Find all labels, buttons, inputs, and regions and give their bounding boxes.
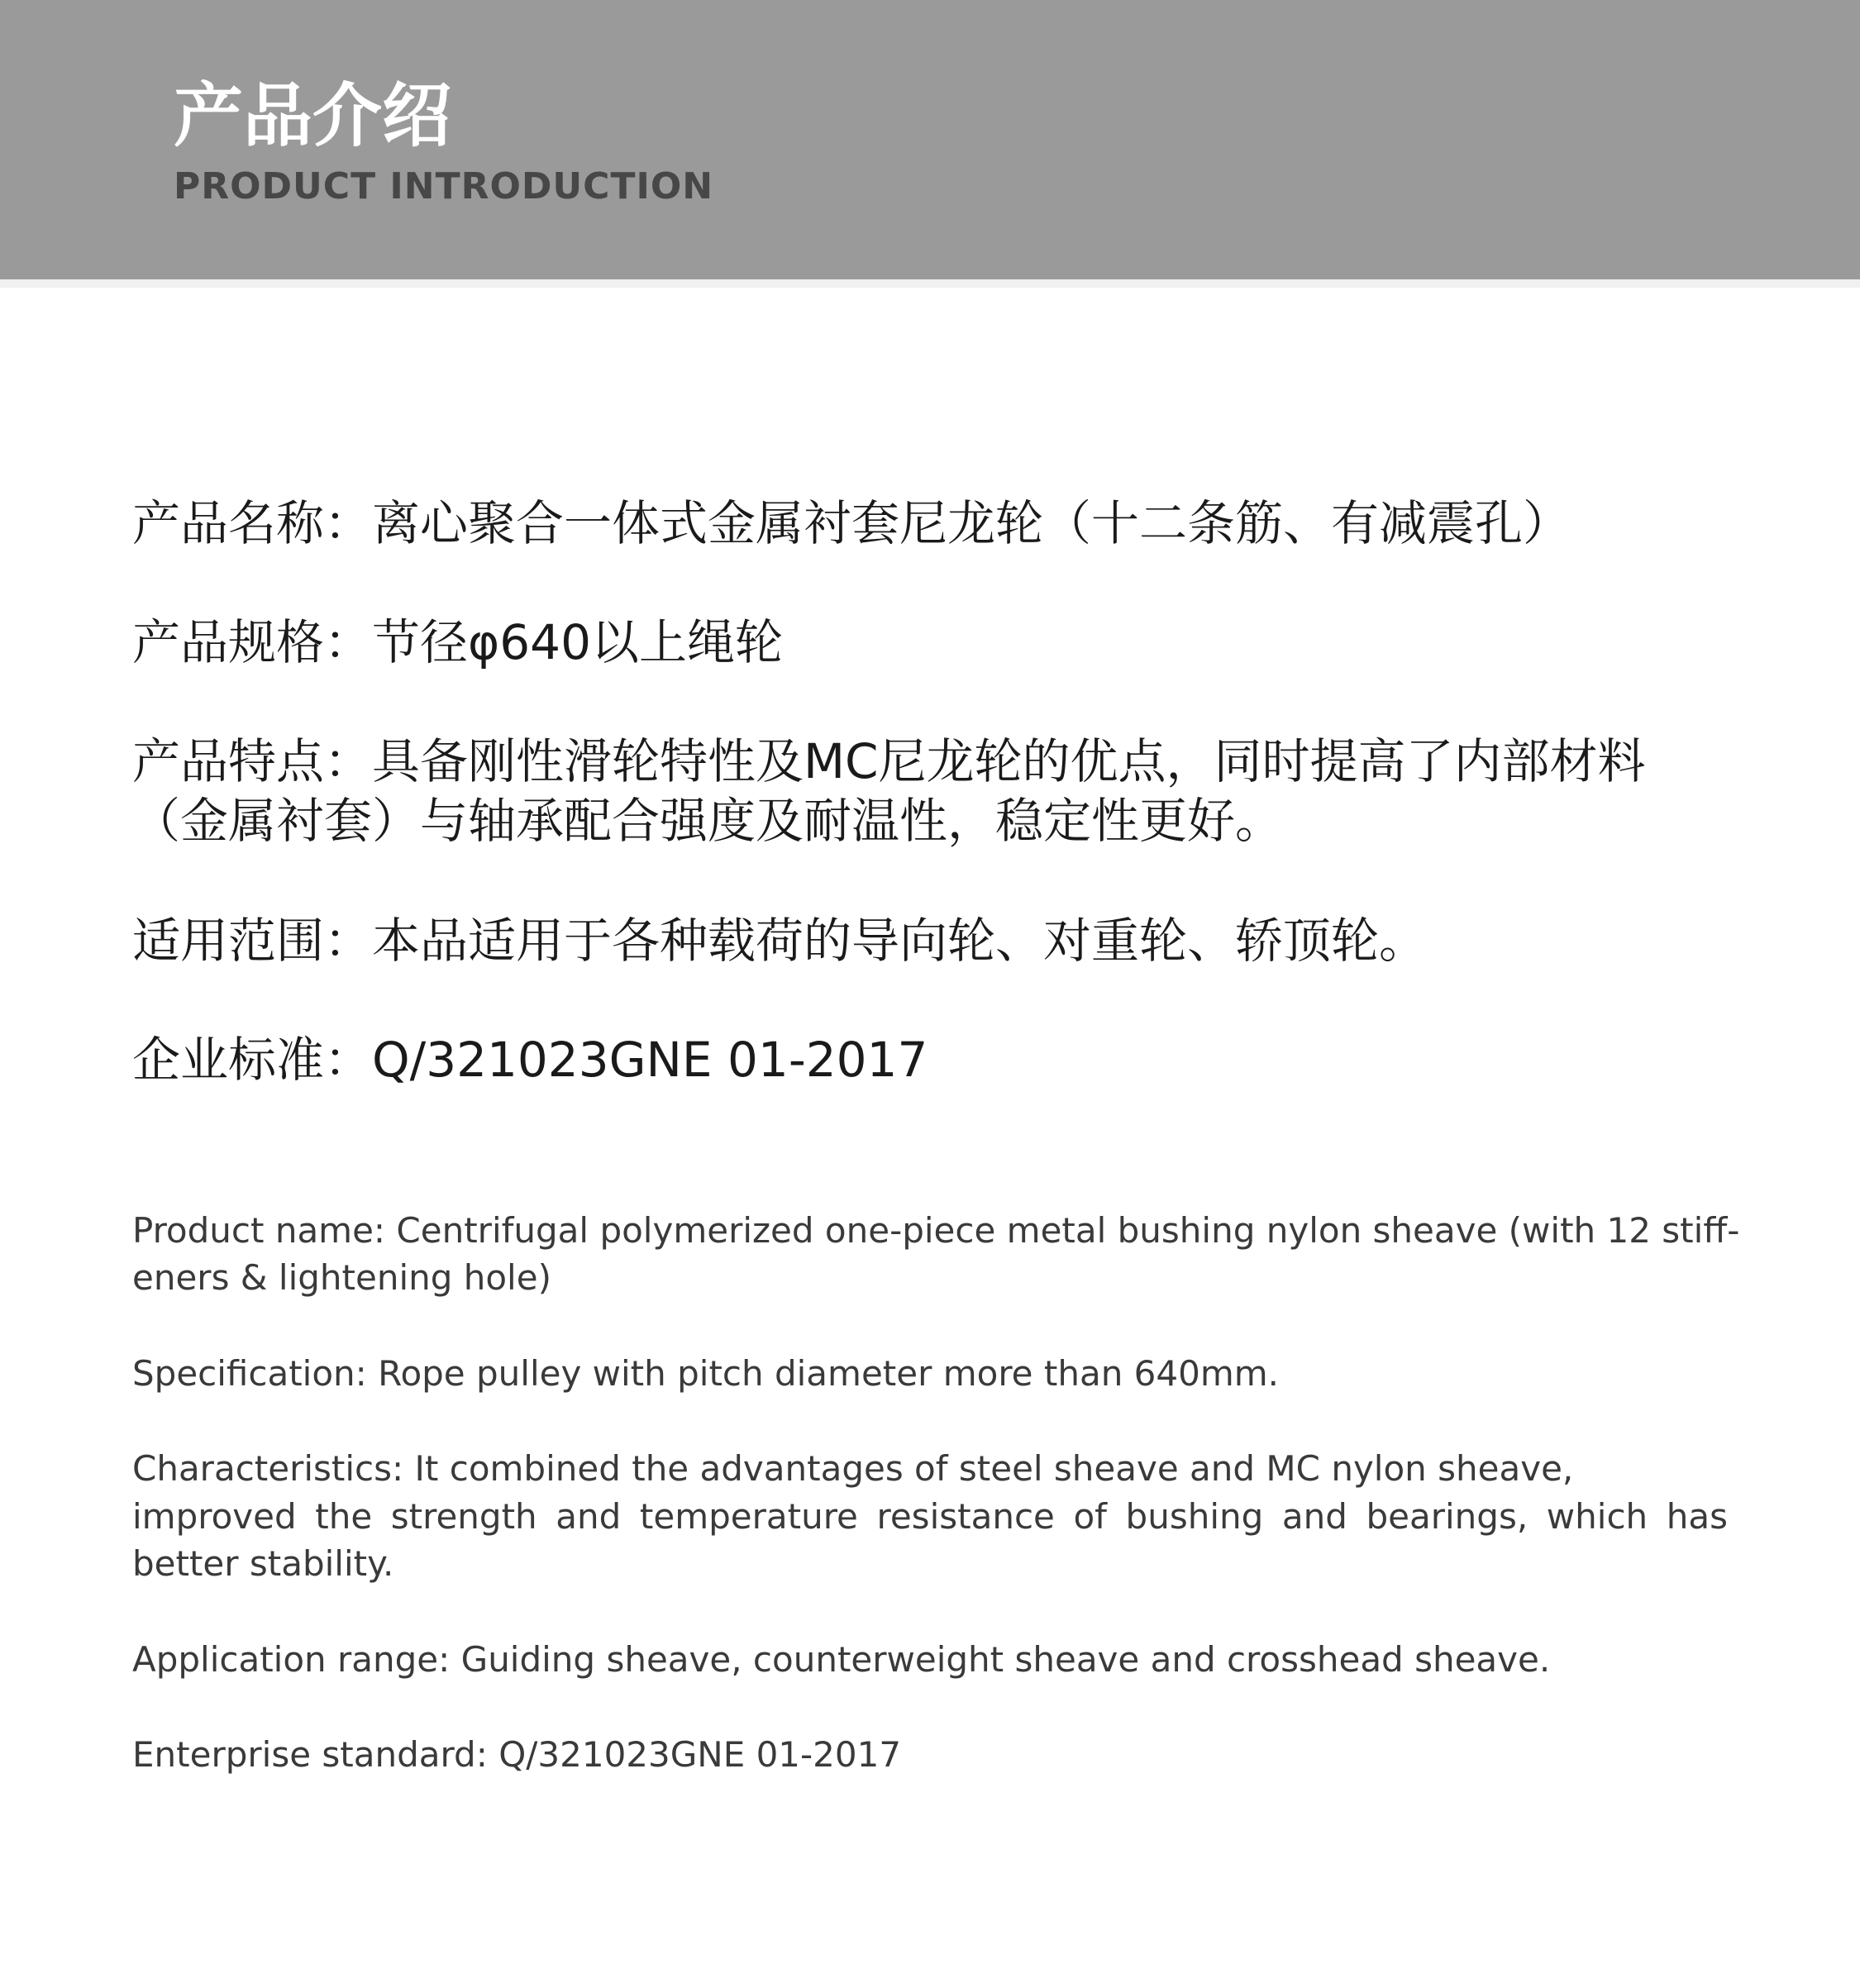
en-product-name-line2: eners & lightening hole): [132, 1257, 551, 1298]
en-application-range: Application range: Guiding sheave, counterweight sheave and crosshead sheave.: [132, 1639, 1551, 1680]
header-title-cn: 产品介绍: [174, 75, 452, 156]
en-characteristics-line3: better stability.: [132, 1543, 394, 1584]
en-specification: Specification: Rope pulley with pitch diameter more than 640mm.: [132, 1353, 1280, 1394]
header-banner: [0, 0, 1860, 279]
cn-product-name: 产品名称：离心聚合一体式金属衬套尼龙轮（十二条筋、有减震孔）: [132, 495, 1571, 551]
cn-enterprise-standard: 企业标准：Q/321023GNE 01-2017: [132, 1032, 928, 1088]
cn-product-features-line1: 产品特点：具备刚性滑轮特性及MC尼龙轮的优点，同时提高了内部材料: [132, 733, 1646, 789]
en-enterprise-standard: Enterprise standard: Q/321023GNE 01-2017: [132, 1734, 902, 1775]
cn-application-range: 适用范围：本品适用于各种载荷的导向轮、对重轮、轿顶轮。: [132, 913, 1428, 969]
en-characteristics-line2: improved the strength and temperature resistance of bushing and bearings, which has: [132, 1496, 1728, 1537]
en-product-name-line1: Product name: Centrifugal polymerized one-piece metal bushing nylon sheave (with 12 stiff-: [132, 1210, 1740, 1251]
header-divider: [0, 279, 1860, 288]
cn-product-features-line2: （金属衬套）与轴承配合强度及耐温性，稳定性更好。: [132, 793, 1284, 849]
cn-product-spec: 产品规格：节径φ640以上绳轮: [132, 614, 783, 670]
header-title-en: PRODUCT INTRODUCTION: [174, 165, 714, 207]
en-characteristics-line1: Characteristics: It combined the advantages of steel sheave and MC nylon sheave,: [132, 1448, 1574, 1489]
